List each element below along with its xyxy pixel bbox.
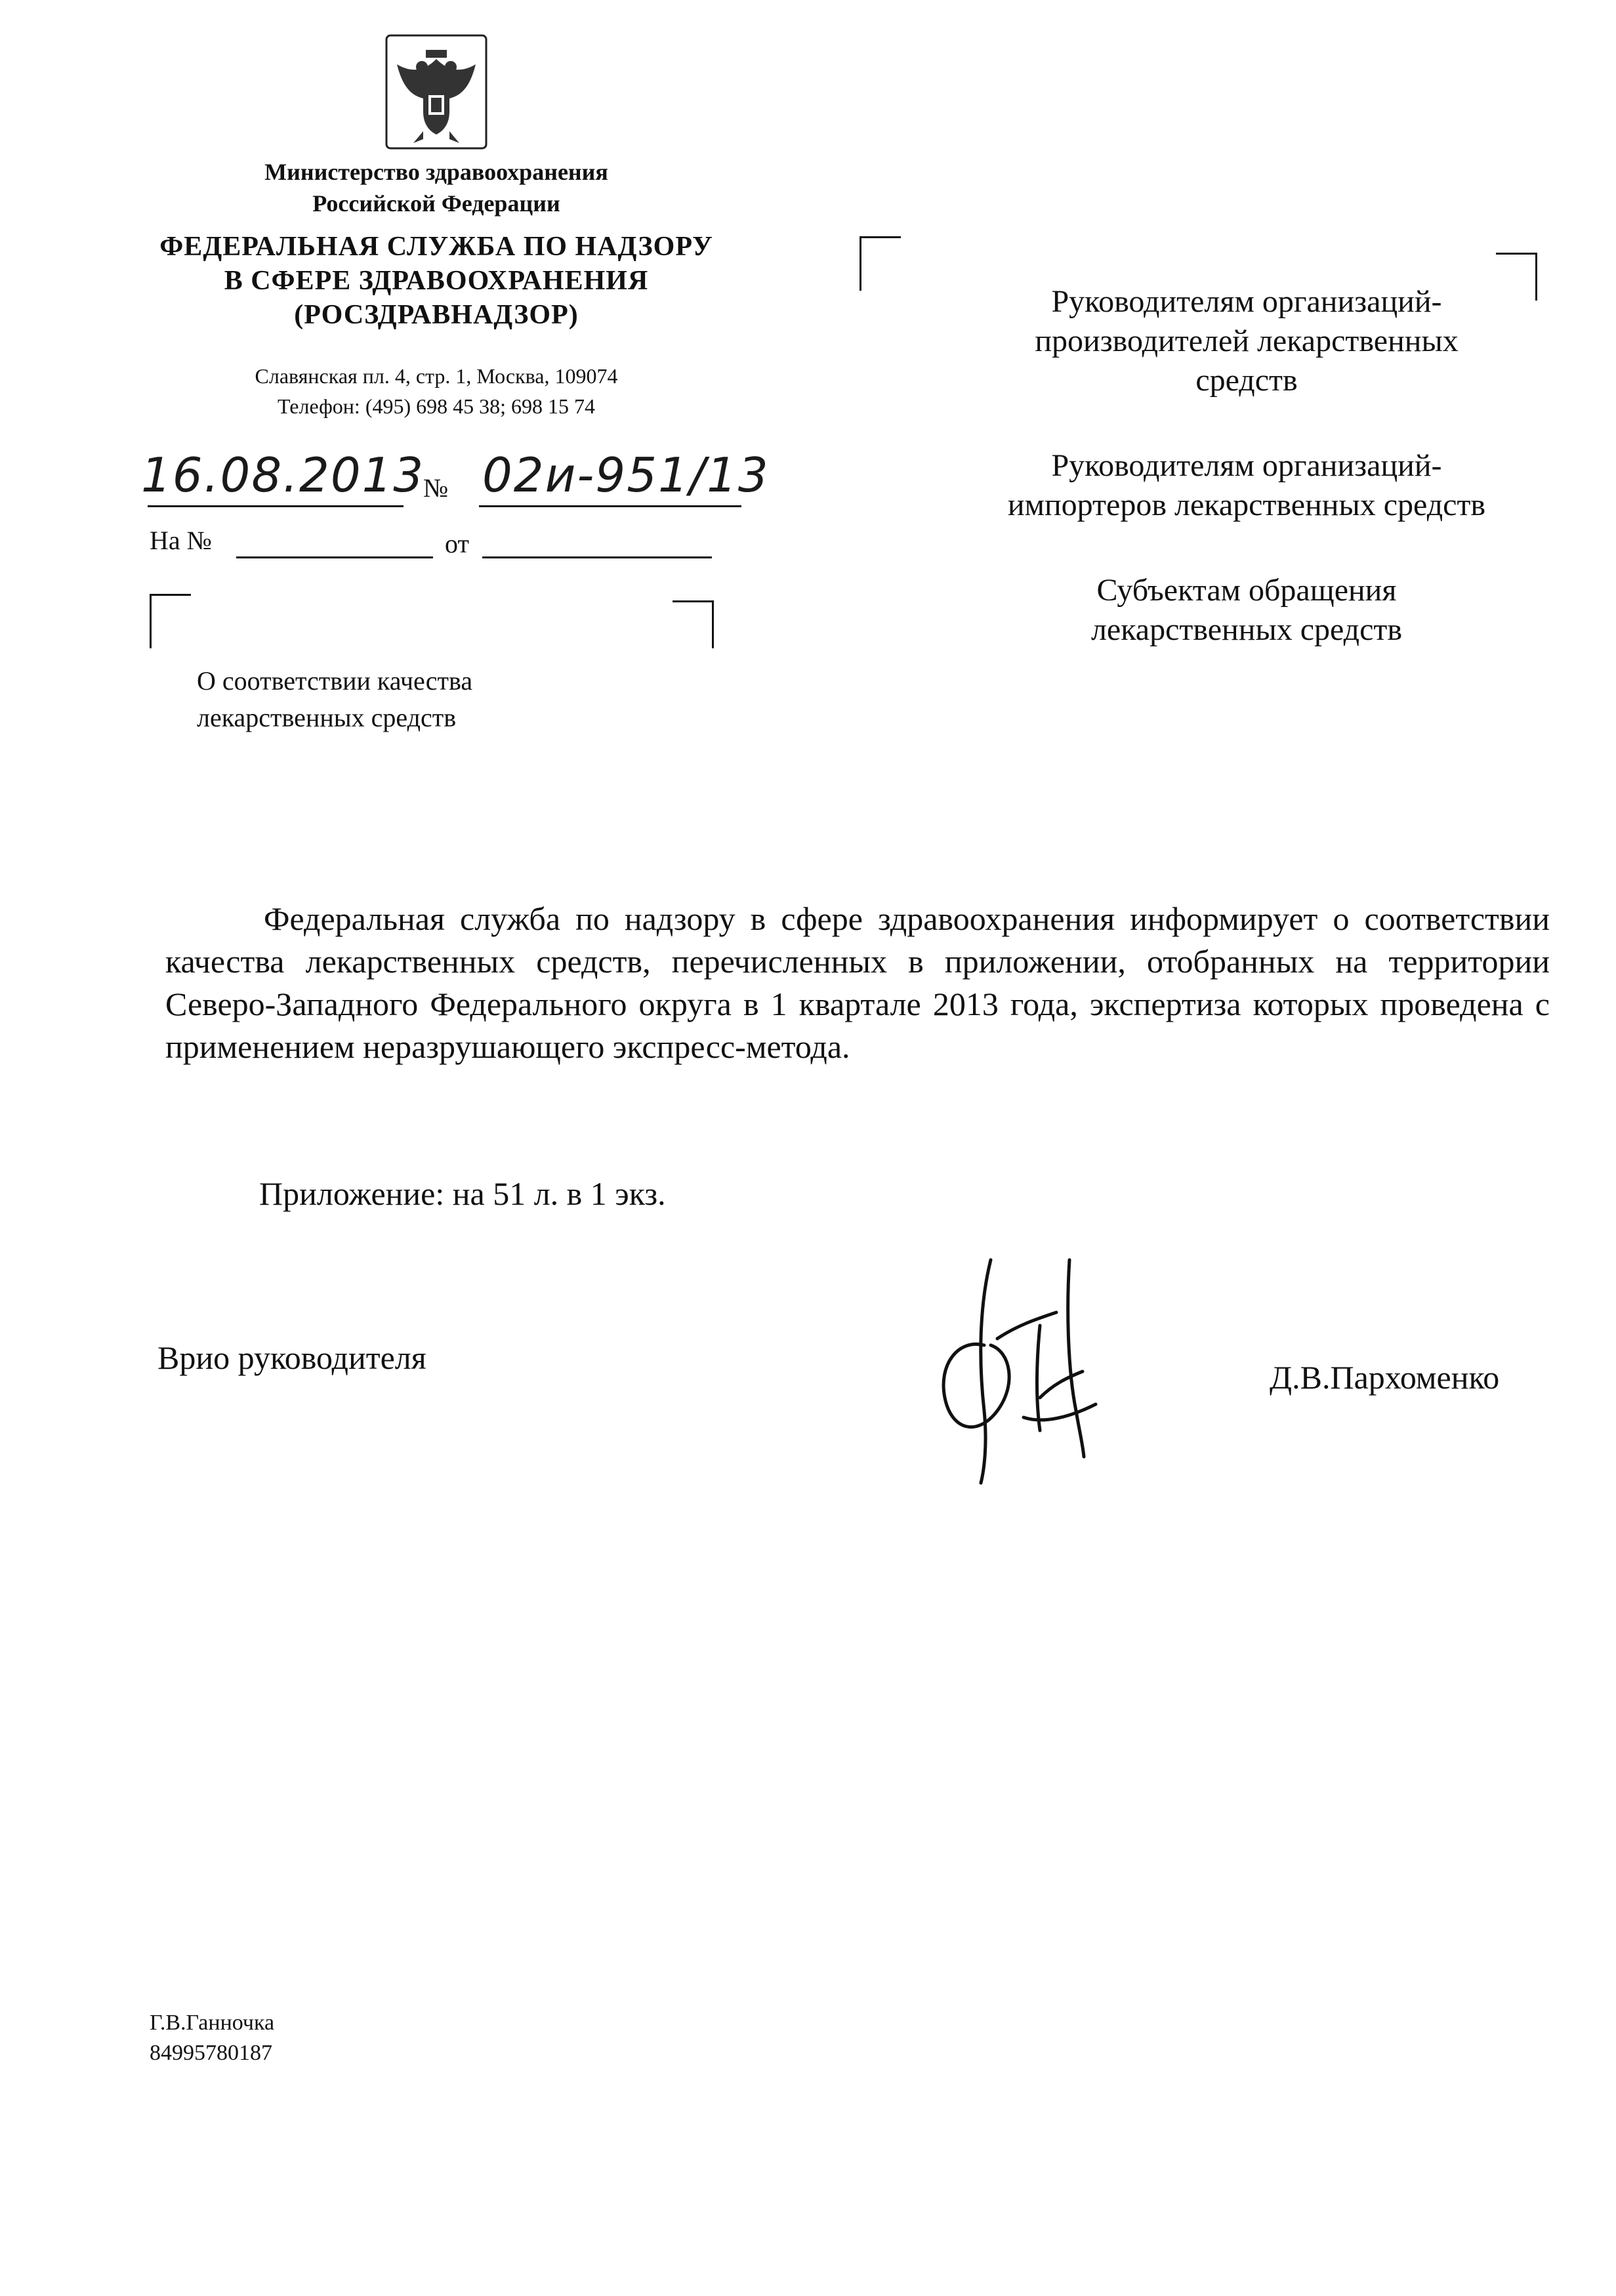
reply-from-underline	[482, 556, 712, 558]
handwritten-date: 16.08.2013	[141, 448, 425, 503]
recipient-group	[938, 282, 1555, 400]
recipient-line: Руководителям организаций-	[1051, 284, 1442, 319]
recipient-line: Руководителям организаций-	[1051, 448, 1442, 483]
subject-bracket-left	[150, 594, 191, 648]
recipients-block	[938, 282, 1555, 696]
service-name	[131, 230, 741, 332]
recipients-bracket-left	[860, 236, 901, 291]
subject-line-1: О соответствии качества	[197, 666, 473, 696]
recipient-line: производителей лекарственных	[1035, 324, 1459, 358]
service-line-2: В СФЕРЕ ЗДРАВООХРАНЕНИЯ	[224, 266, 649, 296]
appendix-line: Приложение: на 51 л. в 1 экз.	[259, 1175, 666, 1212]
executor-phone: 84995780187	[150, 2041, 272, 2065]
reply-number-label: На №	[150, 526, 212, 555]
recipient-line: импортеров лекарственных средств	[1007, 488, 1486, 522]
recipient-group	[938, 446, 1555, 525]
date-underline	[148, 505, 404, 507]
body-paragraph: Федеральная служба по надзору в сфере здравоохранения информирует о соответствии качества лекарственных средств, перечисленных в приложении, отобранных на территории Северо-Западного Федерального округа в 1 квартале 2013 года, экспертиза которых проведена с применением неразрушающего экспресс-метода.	[165, 900, 1550, 1065]
handwritten-signature	[919, 1247, 1115, 1496]
number-underline	[479, 505, 741, 507]
signer-name: Д.В.Пархоменко	[1270, 1359, 1500, 1396]
reply-number-underline	[236, 556, 433, 558]
ministry-line-1: Министерство здравоохранения	[264, 159, 608, 185]
address-block	[164, 361, 709, 421]
reply-from-label: от	[445, 529, 469, 558]
executor-name: Г.В.Ганночка	[150, 2011, 275, 2035]
phone-line: Телефон: (495) 698 45 38; 698 15 74	[277, 394, 596, 418]
service-line-3: (РОСЗДРАВНАДЗОР)	[294, 300, 579, 330]
executor-block	[150, 2008, 274, 2068]
subject-line-2: лекарственных средств	[197, 703, 457, 732]
subject-block	[197, 663, 472, 736]
subject-bracket-right	[673, 600, 714, 648]
address-line: Славянская пл. 4, стр. 1, Москва, 109074	[255, 364, 618, 388]
signer-title: Врио руководителя	[157, 1339, 426, 1376]
number-sign: №	[423, 473, 449, 503]
recipient-group	[938, 571, 1555, 650]
handwritten-number: 02и-951/13	[482, 448, 770, 503]
service-line-1: ФЕДЕРАЛЬНАЯ СЛУЖБА ПО НАДЗОРУ	[159, 232, 713, 262]
recipient-line: лекарственных средств	[1090, 612, 1403, 647]
ministry-name	[164, 156, 709, 219]
ministry-line-2: Российской Федерации	[312, 190, 560, 217]
recipient-line: Субъектам обращения	[1096, 573, 1397, 608]
coat-of-arms-emblem	[384, 33, 489, 151]
recipient-line: средств	[1195, 363, 1298, 398]
